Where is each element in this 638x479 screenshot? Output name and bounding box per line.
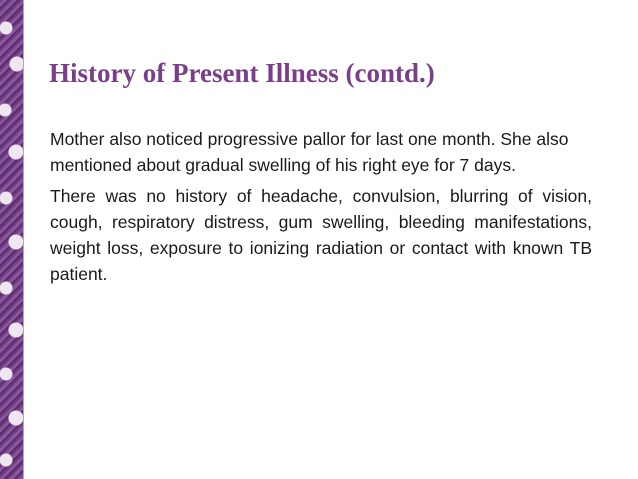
decorative-side-strip	[0, 0, 24, 479]
paragraph-pallor-swelling: Mother also noticed progressive pallor for last one month. She also mentioned about gradual swelling of his right eye for 7 days.	[50, 129, 569, 175]
paragraph-negative-history: There was no history of headache, convulsion, blurring of vision, cough, respiratory distress, gum swelling, bleeding manifestations, weight loss, exposure to ionizing radiation or contact with known TB patient.	[50, 186, 592, 284]
slide-body	[50, 126, 592, 287]
slide-title: History of Present Illness (contd.)	[49, 58, 435, 88]
